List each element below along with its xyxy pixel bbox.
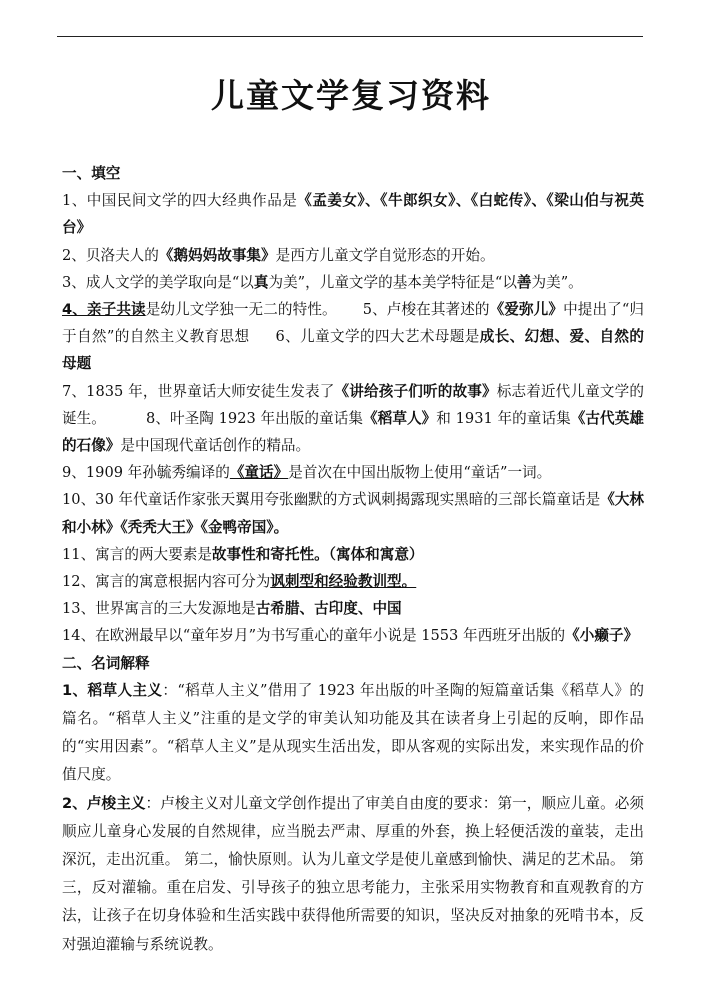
term-2: 2、卢梭主义：卢梭主义对儿童文学创作提出了审美自由度的要求：第一，顺应儿童。必须顺应儿童身心发展的自然规律，应当脱去严肃、厚重的外套，换上轻便活泼的童装，走出深沉，走出沉重。 第二，愉快原则。认为儿童文学是使儿童感到愉快、满足的艺术品。 第三，反对灌输。重在启发、引导孩子的独立思考能力，主张采用实物教育和直观教育的方法，让孩子在切身体验和生活实践中获得他所需要的知识，坚决反对抽象的死啃书本，反对强迫灌输与系统说教。 bbox=[62, 794, 644, 953]
header-rule bbox=[57, 36, 643, 37]
question-1: 1、中国民间文学的四大经典作品是《孟姜女》、《牛郎织女》、《白蛇传》、《梁山伯与祝英台》 bbox=[62, 192, 644, 237]
question-4-5-6: 4、亲子共读是幼儿文学独一无二的特性。 5、卢梭在其著述的《爱弥儿》中提出了“归于自然”的自然主义教育思想 6、儿童文学的四大艺术母题是成长、幻想、爱、自然的母题 bbox=[62, 301, 644, 373]
document-body bbox=[62, 160, 644, 959]
question-12: 12、寓言的寓意根据内容可分为讽刺型和经验教训型。 bbox=[62, 573, 417, 591]
section-heading-fill-in: 一、填空 bbox=[62, 165, 121, 182]
page-title: 儿童文学复习资料 bbox=[211, 76, 491, 115]
question-14: 14、在欧洲最早以“童年岁月”为书写重心的童年小说是 1553 年西班牙出版的《小癞子》 bbox=[62, 627, 639, 645]
question-7-8: 7、1835 年，世界童话大师安徒生发表了《讲给孩子们听的故事》标志着近代儿童文学的诞生。 8、叶圣陶 1923 年出版的童话集《稻草人》和 1931 年的童话集《古代英雄的石像》是中国现代童话创作的精品。 bbox=[62, 382, 644, 455]
question-10: 10、30 年代童话作家张天翼用夸张幽默的方式讽刺揭露现实黑暗的三部长篇童话是《大林和小林》《秃秃大王》《金鸭帝国》。 bbox=[62, 491, 644, 536]
question-3: 3、成人文学的美学取向是“以真为美”，儿童文学的基本美学特征是“以善为美”。 bbox=[62, 273, 583, 291]
section-heading-terms: 二、名词解释 bbox=[62, 654, 150, 672]
question-11: 11、寓言的两大要素是故事性和寄托性。（寓体和寓意） bbox=[62, 545, 424, 563]
question-9: 9、1909 年孙毓秀编译的《童话》是首次在中国出版物上使用“童话”一词。 bbox=[62, 464, 552, 482]
question-13: 13、世界寓言的三大发源地是古希腊、古印度、中国 bbox=[62, 600, 402, 618]
term-1: 1、稻草人主义：“稻草人主义”借用了 1923 年出版的叶圣陶的短篇童话集《稻草人》的篇名。“稻草人主义”注重的是文学的审美认知功能及其在读者身上引起的反响，即作品的“实用因素”。“稻草人主义”是从现实生活出发，即从客观的实际出发，来实现作品的价值尺度。 bbox=[62, 681, 645, 784]
question-2: 2、贝洛夫人的《鹅妈妈故事集》是西方儿童文学自觉形态的开始。 bbox=[62, 246, 495, 264]
question-4-answer: 4、亲子共读 bbox=[62, 301, 146, 319]
